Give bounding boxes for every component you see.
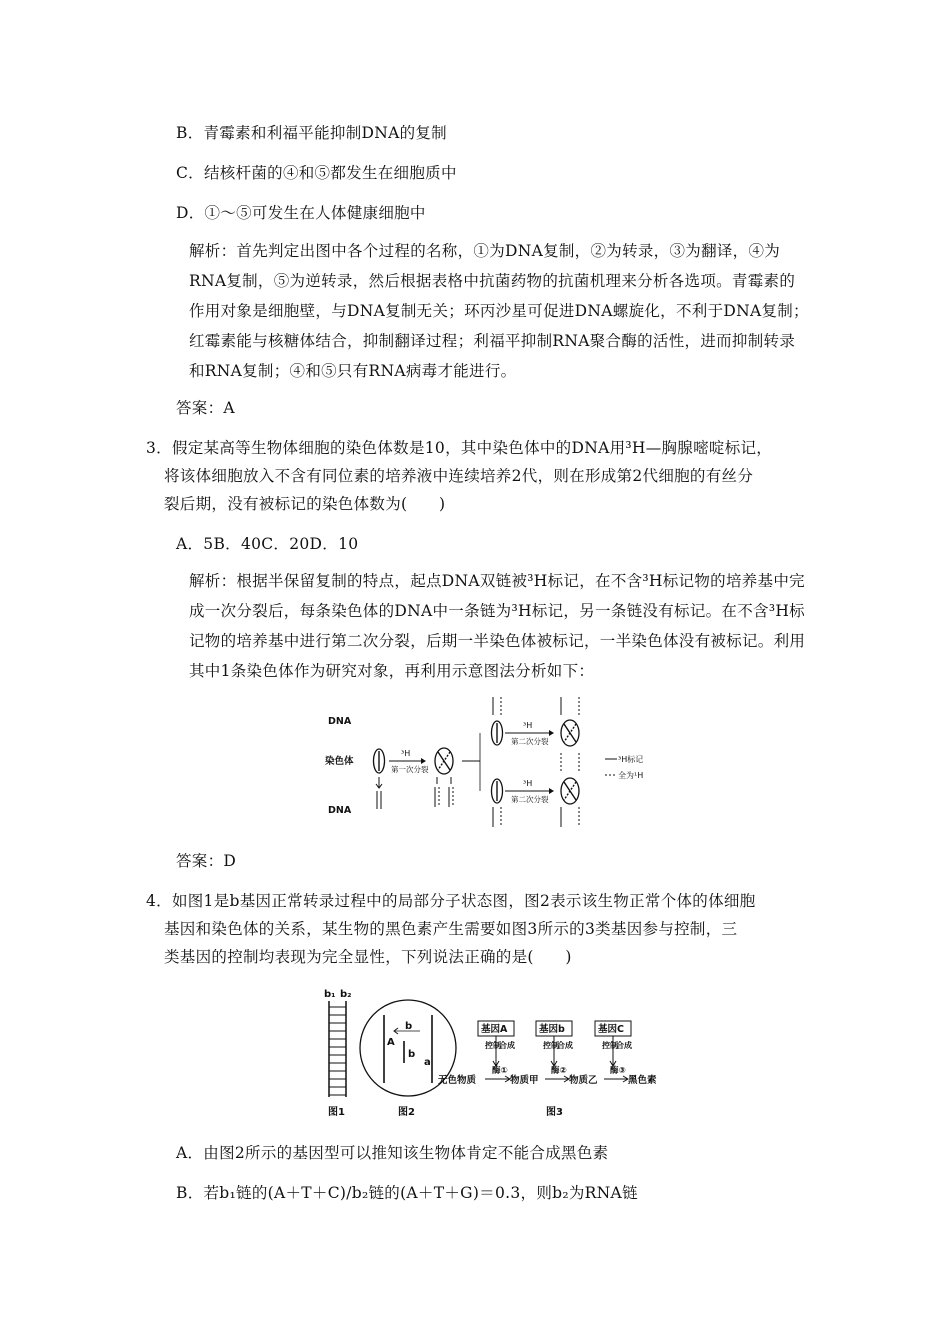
fig3-substance-jia: 物质甲: [510, 1075, 539, 1086]
fig-second-division-1: 第二次分裂: [511, 737, 549, 746]
fig-dna-bottom-label: DNA: [328, 805, 352, 816]
fig3-synth-1: 合成: [499, 1041, 515, 1050]
fig1-b1: b₁: [324, 989, 336, 1000]
q3-stem-line1: 3．假定某高等生物体细胞的染色体数是10，其中染色体中的DNA用³H—胸腺嘧啶标记，: [146, 439, 773, 457]
q4-stem-line1: 4．如图1是b基因正常转录过程中的局部分子状态图，图2表示该生物正常个体的体细胞: [146, 892, 756, 910]
fig1-b2: b₂: [340, 989, 352, 1000]
fig1-label: 图1: [328, 1107, 345, 1118]
q4-stem-line3: 类基因的控制均表现为完全显性，下列说法正确的是( ): [164, 948, 572, 966]
fig-first-division: 第一次分裂: [391, 765, 429, 774]
fig3-enzyme2: 酶②: [551, 1066, 567, 1076]
fig3-colorless: 无色物质: [438, 1075, 477, 1086]
fig-h3-label-3: ³H: [523, 779, 533, 788]
fig3-gene-a: 基因A: [481, 1024, 508, 1035]
fig3-substance-yi: 物质乙: [569, 1075, 598, 1086]
q3-options: A．5B．40C．20D．10: [176, 535, 359, 553]
fig-h3-label-1: ³H: [401, 749, 411, 758]
chromosome-upper-second: [492, 697, 503, 745]
q4-option-b: B．若b₁链的(A＋T＋C)/b₂链的(A＋T＋G)＝0.3，则b₂为RNA链: [176, 1184, 638, 1202]
chromosome-initial: [374, 749, 385, 809]
q4-stem-line2: 基因和染色体的关系，某生物的黑色素产生需要如图3所示的3类基因参与控制，三: [164, 920, 738, 938]
fig-legend-dashed: 全为¹H: [618, 771, 644, 780]
fig-second-division-2: 第二次分裂: [511, 795, 549, 804]
q4-option-a: A．由图2所示的基因型可以推知该生物体肯定不能合成黑色素: [176, 1144, 609, 1162]
fig2-label: 图2: [398, 1107, 415, 1118]
q2-option-c: C．结核杆菌的④和⑤都发生在细胞质中: [176, 164, 457, 182]
fig3-control-3: 控制: [602, 1041, 618, 1050]
fig3-control-2: 控制: [543, 1041, 559, 1050]
q3-answer: 答案：D: [176, 852, 237, 870]
q3-stem-line3: 裂后期，没有被标记的染色体数为( ): [164, 495, 446, 513]
fig-chromosome-label: 染色体: [325, 756, 354, 767]
fig3-melanin: 黑色素: [628, 1075, 657, 1086]
fig3-synth-3: 合成: [616, 1041, 632, 1050]
chromosome-lower-result: [561, 778, 579, 827]
fig-dna-top-label: DNA: [328, 716, 352, 727]
fig2-allele-b-mid: b: [408, 1049, 416, 1060]
q2-analysis: 解析：首先判定出图中各个过程的名称，①为DNA复制，②为转录，③为翻译，④为RNA复制，⑤为逆转录，然后根据表格中抗菌药物的抗菌机理来分析各选项。青霉素的作用对象是细胞壁，与DNA复制无关；环丙沙星可促进DNA螺旋化，不利于DNA复制；红霉素能与核糖体结合，抑制翻译过程；利福平抑制RNA聚合酶的活性，进而抑制转录和RNA复制；④和⑤只有RNA病毒才能进行。: [189, 242, 809, 380]
fig3-control-1: 控制: [485, 1041, 501, 1050]
fig3-gene-c: 基因C: [598, 1024, 624, 1035]
fig3-label: 图3: [546, 1107, 563, 1118]
fig-h3-label-2: ³H: [523, 721, 533, 730]
fig1-ladder: [324, 989, 352, 1097]
q3-stem-line2: 将该体细胞放入不含有同位素的培养液中连续培养2代，则在形成第2代细胞的有丝分: [164, 467, 754, 485]
q3-analysis: 解析：根据半保留复制的特点，起点DNA双链被³H标记，在不含³H标记物的培养基中完成一次分裂后，每条染色体的DNA中一条链为³H标记，另一条链没有标记。在不含³H标记物的培养基中进行第二次分裂，后期一半染色体被标记，一半染色体没有被标记。利用其中1条染色体作为研究对象，再利用示意图法分析如下：: [189, 572, 806, 680]
fig3-pathway-arrows: [485, 1076, 628, 1082]
fig2-allele-A: A: [387, 1037, 395, 1048]
fig3-enzyme3: 酶③: [610, 1066, 626, 1076]
fig3-synth-2: 合成: [557, 1041, 573, 1050]
q4-figure: [320, 985, 670, 1120]
q2-option-d: D．①～⑤可发生在人体健康细胞中: [176, 204, 426, 222]
fig-legend-solid: ³H标记: [618, 755, 644, 764]
q2-option-b: B．青霉素和利福平能抑制DNA的复制: [176, 124, 447, 142]
chromosome-lower-second: [492, 779, 503, 827]
q2-answer: 答案：A: [176, 399, 235, 417]
fig2-allele-b-top: b: [405, 1021, 413, 1032]
fig3-gene-b: 基因b: [539, 1024, 565, 1035]
chromosome-upper-result: [561, 697, 579, 773]
fig3-enzyme1: 酶①: [492, 1066, 508, 1076]
chromosome-after-first: [435, 748, 453, 807]
q3-figure: [325, 695, 645, 830]
fig2-allele-a: a: [424, 1057, 431, 1068]
